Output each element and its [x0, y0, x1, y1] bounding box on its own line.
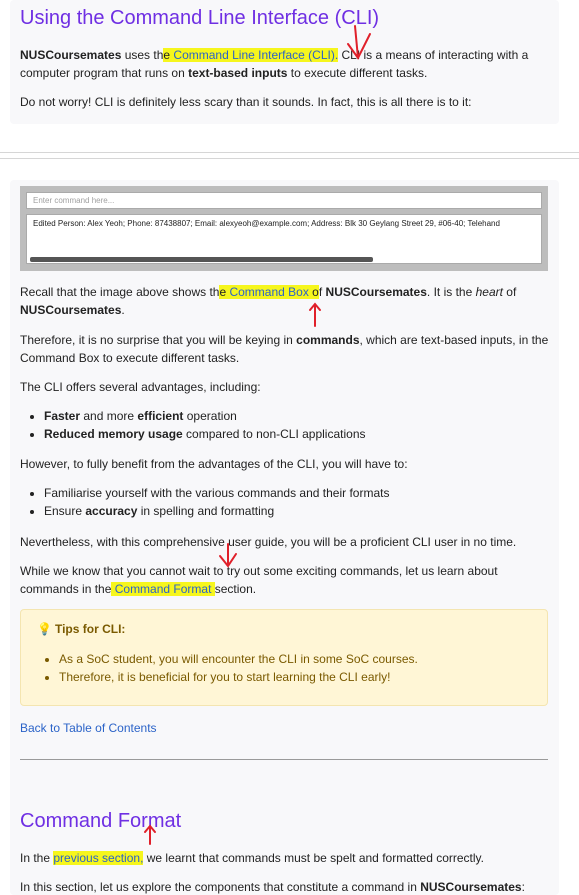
advantages-list — [44, 407, 544, 443]
lightbulb-icon: 💡 — [37, 622, 52, 636]
section-title-cli: Using the Command Line Interface (CLI) — [20, 7, 380, 29]
divider — [0, 152, 579, 153]
cli-intro-paragraph: NUSCoursemates uses the Command Line Interface (CLI). CLI is a means of interacting with a computer program that runs on text-based inputs to execute different tasks. — [20, 48, 529, 80]
annotation-arrow-down-icon — [214, 540, 244, 570]
cli-link[interactable]: Command Line Interface (CLI). — [173, 48, 339, 62]
tip-title: 💡 Tips for CLI: — [37, 622, 126, 636]
divider — [0, 158, 579, 159]
command-format-intro: In the previous section, we learnt that commands must be spelt and formatted correctly. — [20, 851, 484, 865]
list-item: • Reduced memory usage compared to non-CLI applications — [44, 425, 544, 443]
list-item: • As a SoC student, you will encounter the CLI in some SoC courses. — [59, 650, 539, 668]
list-item: • Therefore, it is beneficial for you to start learning the CLI early! — [59, 668, 539, 686]
nevertheless-paragraph: Nevertheless, with this comprehensive user guide, you will be a proficient CLI user in no time. — [20, 535, 517, 549]
annotation-arrow-up-icon — [140, 822, 160, 847]
scrollbar-image — [30, 257, 373, 262]
tip-list — [59, 650, 539, 686]
advantages-intro: The CLI offers several advantages, including: — [20, 380, 261, 394]
tip-box — [20, 609, 548, 706]
back-to-toc-wrap — [20, 719, 550, 737]
list-item: • Faster and more efficient operation — [44, 407, 544, 425]
requirements-list — [44, 484, 544, 520]
command-format-link[interactable]: Command Format — [111, 582, 215, 596]
annotation-arrow-up-icon — [305, 300, 325, 330]
annotation-arrow-down-icon — [340, 20, 385, 65]
previous-section-link[interactable]: previous section, — [53, 851, 144, 865]
therefore-paragraph: Therefore, it is no surprise that you will be keying in commands, which are text-based inputs, in the Command Box to execute different tasks. — [20, 333, 549, 365]
while-paragraph: While we know that you cannot wait to try out some exciting commands, let us learn about commands in the Command Format section. — [20, 564, 498, 596]
command-components-paragraph: In this section, let us explore the components that constitute a command in NUSCoursemates: — [20, 880, 525, 894]
command-box-link[interactable]: Command Box — [229, 285, 309, 299]
cli-reassure-paragraph: Do not worry! CLI is definitely less scary than it sounds. In fact, this is all there is to it: — [20, 95, 472, 109]
command-box-screenshot — [20, 186, 548, 271]
list-item: • Familiarise yourself with the various commands and their formats — [44, 484, 544, 502]
recall-paragraph: Recall that the image above shows the Command Box of NUSCoursemates. It is the heart of NUSCoursemates. — [20, 285, 517, 317]
command-input-image: Enter command here... — [26, 192, 542, 209]
result-display-image: Edited Person: Alex Yeoh; Phone: 87438807; Email: alexyeoh@example.com; Address: Blk 30 Geylang Street 29, #06-40; Telehand — [26, 214, 542, 264]
divider — [20, 759, 548, 760]
brand-name: NUSCoursemates — [20, 48, 122, 62]
however-paragraph: However, to fully benefit from the advantages of the CLI, you will have to: — [20, 457, 408, 471]
section-title-command-format: Command Format — [20, 810, 182, 832]
list-item: • Ensure accuracy in spelling and formatting — [44, 502, 544, 520]
back-to-toc-link[interactable]: Back to Table of Contents — [20, 721, 157, 735]
